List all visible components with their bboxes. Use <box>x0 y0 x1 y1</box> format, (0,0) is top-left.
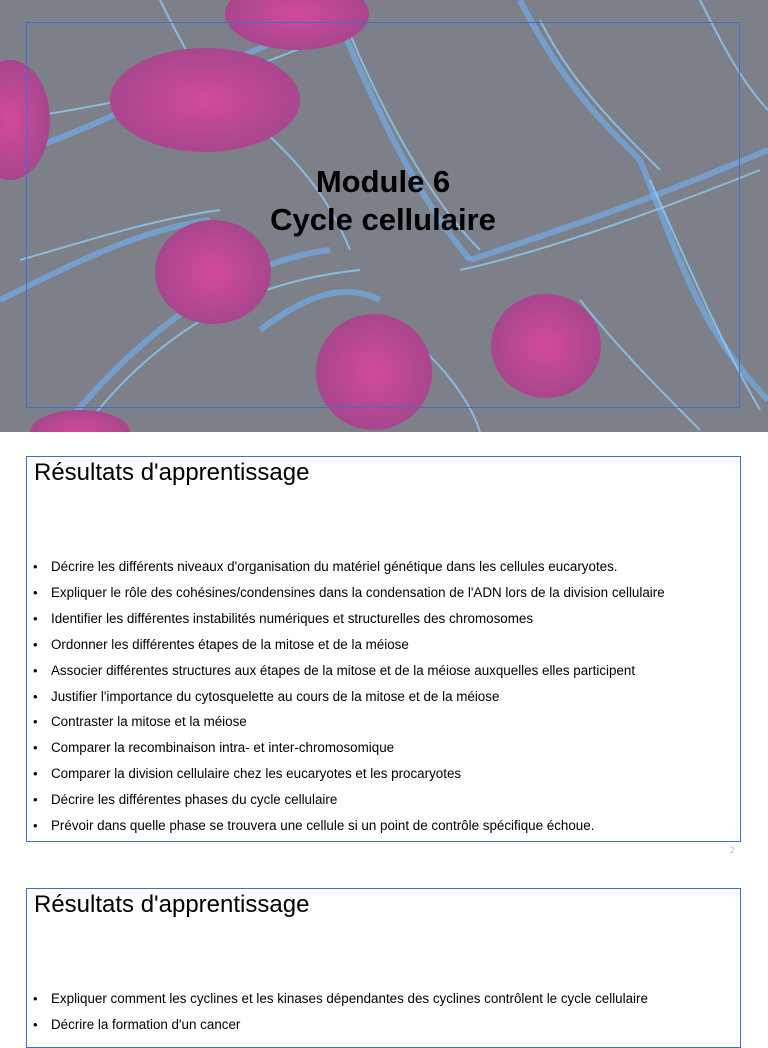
list-item: • Décrire les différents niveaux d'organisation du matériel génétique dans les cellules eucaryotes. <box>33 554 665 580</box>
slide-title <box>27 163 739 239</box>
list-item: • Contraster la mitose et la méiose <box>33 709 665 735</box>
slide-heading: Résultats d'apprentissage <box>34 459 310 486</box>
list-item: • Ordonner les différentes étapes de la mitose et de la méiose <box>33 632 665 658</box>
list-item: • Prévoir dans quelle phase se trouvera une cellule si un point de contrôle spécifique échoue. <box>33 813 665 839</box>
learning-outcomes-slide-2 <box>26 888 741 1048</box>
title-frame <box>26 22 740 408</box>
list-item: • Comparer la division cellulaire chez les eucaryotes et les procaryotes <box>33 761 665 787</box>
list-item: • Décrire la formation d'un cancer <box>33 1012 648 1038</box>
list-item: • Associer différentes structures aux étapes de la mitose et de la méiose auxquelles elles participent <box>33 658 665 684</box>
list-item: • Justifier l'importance du cytosquelette au cours de la mitose et de la méiose <box>33 684 665 710</box>
list-item: • Décrire les différentes phases du cycle cellulaire <box>33 787 665 813</box>
page-number: 2 <box>730 846 735 855</box>
list-item: • Identifier les différentes instabilités numériques et structurelles des chromosomes <box>33 606 665 632</box>
list-item: • Expliquer le rôle des cohésines/condensines dans la condensation de l'ADN lors de la division cellulaire <box>33 580 665 606</box>
list-item: • Expliquer comment les cyclines et les kinases dépendantes des cyclines contrôlent le cycle cellulaire <box>33 986 648 1012</box>
learning-outcomes-slide-1 <box>26 456 741 842</box>
title-slide <box>0 0 768 432</box>
outcomes-list <box>33 554 665 839</box>
slide-heading: Résultats d'apprentissage <box>34 891 310 918</box>
outcomes-list <box>33 986 648 1038</box>
title-line-module: Module 6 <box>315 164 451 199</box>
list-item: • Comparer la recombinaison intra- et inter-chromosomique <box>33 735 665 761</box>
title-line-topic: Cycle cellulaire <box>270 202 496 237</box>
